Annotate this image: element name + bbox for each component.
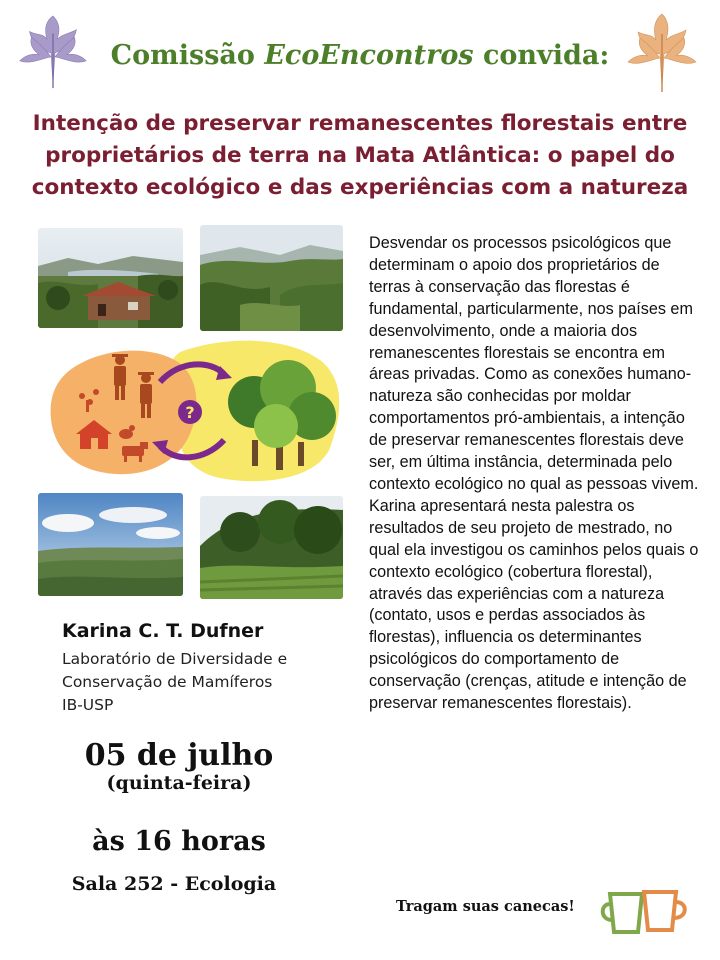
human-nature-diagram: [40, 330, 352, 490]
talk-title-line-3: contexto ecológico e das experiências com a natureza: [31, 175, 689, 200]
event-date: 05 de julho: [84, 738, 274, 773]
header-title-brand: EcoEncontros: [264, 40, 474, 71]
event-time: às 16 horas: [92, 826, 266, 857]
landscape-photo: [38, 493, 183, 596]
header-title-pre: Comissão: [110, 40, 265, 71]
forest-photo: [200, 496, 343, 599]
speaker-affiliation-line-3: IB-USP: [62, 696, 114, 714]
speaker-name: Karina C. T. Dufner: [62, 620, 264, 642]
header-title-post: convida:: [473, 40, 610, 71]
header-title: [90, 40, 630, 71]
abstract-text: [369, 233, 699, 715]
talk-title: [20, 108, 700, 204]
valley-photo: [200, 225, 343, 331]
mugs-icon: [596, 884, 690, 940]
question-glyph: ?: [185, 403, 195, 422]
talk-title-line-1: Intenção de preservar remanescentes florestais entre: [32, 111, 688, 136]
speaker-affiliation-line-1: Laboratório de Diversidade e: [62, 650, 288, 668]
event-room: Sala 252 - Ecologia: [71, 873, 277, 895]
farmhouse-photo: [38, 228, 183, 328]
speaker-affiliation-line-2: Conservação de Mamíferos: [62, 673, 273, 691]
orange-leaf-icon: [620, 12, 704, 94]
footer-note: Tragam suas canecas!: [396, 898, 575, 915]
abstract-paragraph: Desvendar os processos psicológicos que determinam o apoio dos proprietários de terras à conservação das florestas é fundamental, particularmente, nos países em desenvolvimento, onde a maioria dos remanescentes florestais se encontra em áreas privadas. Como as conexões humano-natureza são conhecidas por moldar comportamentos pró-ambientais, a intenção de preservar remanescentes florestais deve ser, em última instância, determinada pelo contexto ecológico no qual as pessoas vivem. Karina apresentará nesta palestra os resultados de seu projeto de mestrado, no qual ela investigou os caminhos pelos quais o contexto ecológico (cobertura florestal), através das experiências com a natureza (contato, usos e perdas associados às florestas), influencia os determinantes psicológicos do comportamento de conservação (crenças, atitude e intenção de preservar remanescentes florestais).: [369, 234, 699, 713]
purple-leaf-icon: [14, 14, 92, 92]
talk-title-line-2: proprietários de terra na Mata Atlântica: o papel do: [45, 143, 675, 168]
event-weekday: (quinta-feira): [106, 772, 252, 794]
